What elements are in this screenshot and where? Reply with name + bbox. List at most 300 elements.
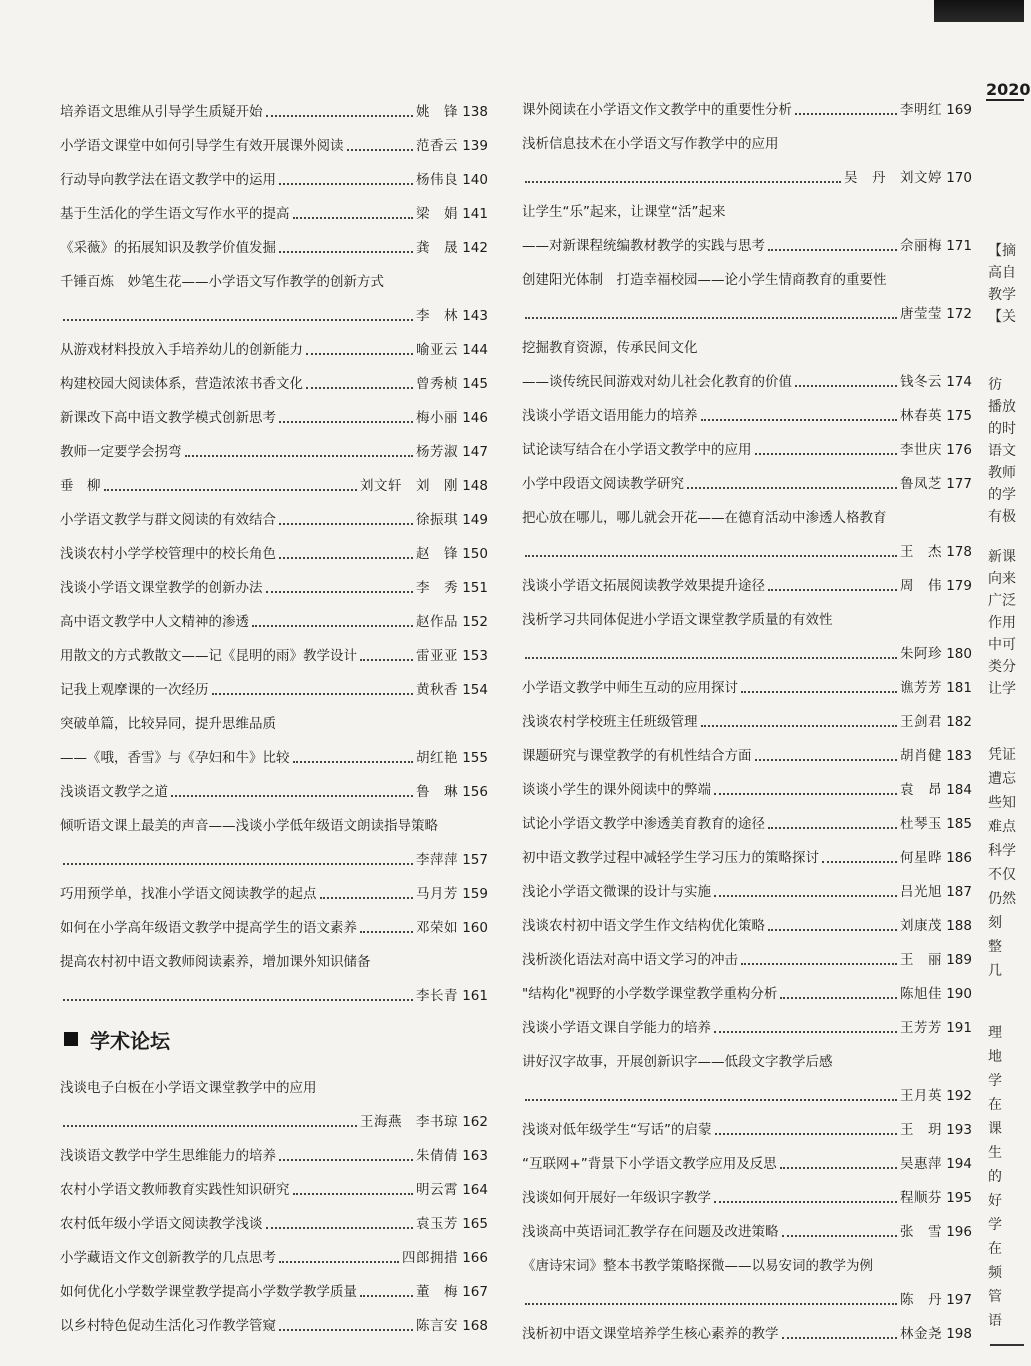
toc-entry[interactable] xyxy=(60,902,488,936)
dot-leader xyxy=(63,318,413,321)
toc-entry-title: “互联网+”背景下小学语文教学应用及反思 xyxy=(522,1156,777,1172)
sidebar-text-fragment: 让学 xyxy=(988,681,1016,697)
toc-entry-page: 141 xyxy=(462,206,488,222)
toc-entry-author: 李明红 xyxy=(900,102,942,118)
dot-leader xyxy=(714,792,897,795)
toc-entry-author: 姚 锋 xyxy=(416,104,458,120)
toc-entry[interactable] xyxy=(522,832,972,866)
toc-entry-page: 138 xyxy=(462,104,488,120)
toc-entry[interactable] xyxy=(60,936,488,970)
toc-entry-title: 巧用预学单，找准小学语文阅读教学的起点 xyxy=(60,886,317,902)
sidebar-text-fragment: 仍然 xyxy=(988,891,1016,907)
dot-leader xyxy=(63,1124,357,1127)
toc-entry-page: 154 xyxy=(462,682,488,698)
toc-entry-title: 小学语文教学中师生互动的应用探讨 xyxy=(522,680,738,696)
toc-entry-page: 168 xyxy=(462,1318,488,1334)
toc-entry-title: 浅谈农村学校班主任班级管理 xyxy=(522,714,698,730)
toc-entry-author: 邓荣如 xyxy=(416,920,458,936)
toc-entry-title: 高中语文教学中人文精神的渗透 xyxy=(60,614,249,630)
dot-leader xyxy=(714,1030,897,1033)
toc-entry-author: 袁玉芳 xyxy=(416,1216,458,1232)
dot-leader xyxy=(741,962,897,965)
toc-entry[interactable] xyxy=(60,290,488,324)
toc-entry-title: ——《哦，香雪》与《孕妇和牛》比较 xyxy=(60,750,290,766)
sidebar-text-fragment: 新课 xyxy=(988,549,1016,565)
toc-entry-title: 垂 柳 xyxy=(60,478,101,494)
toc-entry-author: 曾秀桢 xyxy=(416,376,458,392)
toc-entry[interactable] xyxy=(60,1164,488,1198)
toc-entry[interactable] xyxy=(60,800,488,834)
toc-entry[interactable] xyxy=(60,324,488,358)
toc-entry[interactable] xyxy=(522,186,972,220)
sidebar-text-fragment: 广泛 xyxy=(988,593,1016,609)
toc-entry-author: 袁 昂 xyxy=(900,782,942,798)
toc-entry-title: 记我上观摩课的一次经历 xyxy=(60,682,209,698)
toc-entry-author: 胡红艳 xyxy=(416,750,458,766)
sidebar-text-fragment: 难点 xyxy=(988,819,1016,835)
toc-entry[interactable] xyxy=(522,1274,972,1308)
sidebar-text-fragment: 学 xyxy=(988,1217,1002,1233)
toc-entry-page: 189 xyxy=(946,952,972,968)
toc-entry[interactable] xyxy=(522,696,972,730)
toc-entry-author: 鲁 琳 xyxy=(416,784,458,800)
toc-entry[interactable] xyxy=(60,256,488,290)
toc-entry[interactable] xyxy=(60,766,488,800)
toc-entry-page: 182 xyxy=(946,714,972,730)
toc-entry-title: 倾听语文课上最美的声音——浅谈小学低年级语文朗读指导策略 xyxy=(60,818,438,834)
toc-entry-author: 刘文轩 刘 刚 xyxy=(360,478,458,494)
toc-entry-title: 浅谈对低年级学生“写话”的启蒙 xyxy=(522,1122,712,1138)
toc-entry-title: 以乡村特色促动生活化习作教学管窥 xyxy=(60,1318,276,1334)
dot-leader xyxy=(266,1226,414,1229)
dot-leader xyxy=(780,996,897,999)
toc-entry-author: 徐振琪 xyxy=(416,512,458,528)
sidebar-text-fragment: 科学 xyxy=(988,843,1016,859)
issue-year: 2020 xyxy=(986,80,1031,99)
toc-entry-title: 浅谈语文教学中学生思维能力的培养 xyxy=(60,1148,276,1164)
toc-entry-page: 160 xyxy=(462,920,488,936)
toc-entry-author: 何星晔 xyxy=(900,850,942,866)
dot-leader xyxy=(279,556,413,559)
toc-entry-page: 145 xyxy=(462,376,488,392)
dot-leader xyxy=(293,216,414,219)
dot-leader xyxy=(320,896,414,899)
toc-entry-title: 浅谈高中英语词汇教学存在问题及改进策略 xyxy=(522,1224,779,1240)
toc-entry[interactable] xyxy=(60,664,488,698)
toc-entry[interactable] xyxy=(522,594,972,628)
toc-entry[interactable] xyxy=(522,1036,972,1070)
toc-entry[interactable] xyxy=(522,288,972,322)
toc-entry-author: 钱冬云 xyxy=(900,374,942,390)
toc-entry-page: 192 xyxy=(946,1088,972,1104)
dot-leader xyxy=(279,420,413,423)
toc-entry-title: 让学生“乐”起来，让课堂“活”起来 xyxy=(522,204,726,220)
toc-entry-title: 如何在小学高年级语文教学中提高学生的语文素养 xyxy=(60,920,357,936)
toc-entry-page: 181 xyxy=(946,680,972,696)
dot-leader xyxy=(795,384,897,387)
toc-entry[interactable] xyxy=(522,968,972,1002)
toc-entry-author: 朱倩倩 xyxy=(416,1148,458,1164)
toc-entry[interactable] xyxy=(522,900,972,934)
toc-entry-title: 课题研究与课堂教学的有机性结合方面 xyxy=(522,748,752,764)
toc-entry-page: 159 xyxy=(462,886,488,902)
toc-entry-page: 193 xyxy=(946,1122,972,1138)
toc-entry-author: 杜琴玉 xyxy=(900,816,942,832)
adjacent-page-fragment xyxy=(982,0,1031,1366)
dot-leader xyxy=(306,386,413,389)
toc-entry-author: 范香云 xyxy=(416,138,458,154)
toc-entry[interactable] xyxy=(60,1300,488,1334)
toc-entry[interactable] xyxy=(60,392,488,426)
toc-entry[interactable] xyxy=(60,188,488,222)
toc-entry-author: 佘丽梅 xyxy=(900,238,942,254)
toc-entry[interactable] xyxy=(522,424,972,458)
toc-entry[interactable] xyxy=(522,1206,972,1240)
dot-leader xyxy=(780,1166,897,1169)
toc-entry-author: 四郎拥措 xyxy=(402,1250,458,1266)
toc-entry-title: 浅析信息技术在小学语文写作教学中的应用 xyxy=(522,136,779,152)
dot-leader xyxy=(755,758,898,761)
toc-entry[interactable] xyxy=(60,562,488,596)
sidebar-text-fragment: 的 xyxy=(988,1169,1002,1185)
toc-entry[interactable] xyxy=(522,866,972,900)
toc-entry-title: 浅析初中语文课堂培养学生核心素养的教学 xyxy=(522,1326,779,1342)
dot-leader xyxy=(525,1098,897,1101)
toc-entry[interactable] xyxy=(60,868,488,902)
toc-entry-author: 王剑君 xyxy=(900,714,942,730)
sidebar-text-fragment: 播放 xyxy=(988,399,1016,415)
toc-entry-title: 讲好汉字故事，开展创新识字——低段文字教学后感 xyxy=(522,1054,833,1070)
dot-leader xyxy=(822,860,897,863)
toc-entry-author: 谯芳芳 xyxy=(900,680,942,696)
toc-entry-title: 浅析淡化语法对高中语文学习的冲击 xyxy=(522,952,738,968)
toc-entry[interactable] xyxy=(60,732,488,766)
sidebar-text-fragment: 遭忘 xyxy=(988,771,1016,787)
toc-entry-author: 梁 娟 xyxy=(416,206,458,222)
toc-entry-author: 王 杰 xyxy=(900,544,942,560)
dot-leader xyxy=(755,452,898,455)
toc-entry[interactable] xyxy=(522,322,972,356)
dot-leader xyxy=(293,1192,414,1195)
dot-leader xyxy=(782,1336,898,1339)
toc-entry-title: 从游戏材料投放入手培养幼儿的创新能力 xyxy=(60,342,303,358)
toc-entry[interactable] xyxy=(522,1308,972,1342)
toc-entry-title: 小学中段语文阅读教学研究 xyxy=(522,476,684,492)
dot-leader xyxy=(212,692,414,695)
toc-entry-page: 185 xyxy=(946,816,972,832)
toc-entry-title: 初中语文教学过程中减轻学生学习压力的策略探讨 xyxy=(522,850,819,866)
toc-entry[interactable] xyxy=(60,1266,488,1300)
dot-leader xyxy=(185,454,414,457)
toc-entry[interactable] xyxy=(60,630,488,664)
toc-entry-page: 180 xyxy=(946,646,972,662)
toc-entry-author: 王月英 xyxy=(900,1088,942,1104)
toc-entry[interactable] xyxy=(522,492,972,526)
toc-entry-author: 杨芳淑 xyxy=(416,444,458,460)
toc-entry-page: 197 xyxy=(946,1292,972,1308)
toc-entry[interactable] xyxy=(522,390,972,424)
toc-entry-author: 杨伟良 xyxy=(416,172,458,188)
toc-entry-page: 175 xyxy=(946,408,972,424)
toc-entry[interactable] xyxy=(522,1172,972,1206)
toc-entry[interactable] xyxy=(522,118,972,152)
toc-entry[interactable] xyxy=(522,798,972,832)
toc-entry[interactable] xyxy=(522,560,972,594)
toc-entry[interactable] xyxy=(60,596,488,630)
dot-leader xyxy=(279,250,413,253)
toc-entry-page: 156 xyxy=(462,784,488,800)
toc-entry-title: 农村低年级小学语文阅读教学浅谈 xyxy=(60,1216,263,1232)
dot-leader xyxy=(525,656,897,659)
toc-entry-title: 小学语文课堂中如何引导学生有效开展课外阅读 xyxy=(60,138,344,154)
toc-entry[interactable] xyxy=(522,458,972,492)
toc-entry-page: 194 xyxy=(946,1156,972,1172)
toc-entry-page: 149 xyxy=(462,512,488,528)
toc-entry-title: 浅谈小学语文课堂教学的创新办法 xyxy=(60,580,263,596)
dot-leader xyxy=(701,724,898,727)
toc-entry-title: 浅谈农村初中语文学生作文结构优化策略 xyxy=(522,918,765,934)
section-square-icon xyxy=(64,1032,78,1046)
sidebar-text-fragment: 作用 xyxy=(988,615,1016,631)
toc-entry-author: 王芳芳 xyxy=(900,1020,942,1036)
toc-entry[interactable] xyxy=(60,1130,488,1164)
toc-entry-author: 龚 晟 xyxy=(416,240,458,256)
toc-entry-author: 陈旭佳 xyxy=(900,986,942,1002)
toc-entry[interactable] xyxy=(60,1096,488,1130)
toc-entry-page: 186 xyxy=(946,850,972,866)
toc-entry-title: 新课改下高中语文教学模式创新思考 xyxy=(60,410,276,426)
toc-entry-author: 李萍萍 xyxy=(416,852,458,868)
toc-entry-title: 小学语文教学与群文阅读的有效结合 xyxy=(60,512,276,528)
toc-entry-page: 164 xyxy=(462,1182,488,1198)
toc-entry-title: 如何优化小学数学课堂教学提高小学数学教学质量 xyxy=(60,1284,357,1300)
toc-entry-page: 179 xyxy=(946,578,972,594)
dot-leader xyxy=(525,316,897,319)
toc-entry-page: 170 xyxy=(946,170,972,186)
toc-entry-title: ——谈传统民间游戏对幼儿社会化教育的价值 xyxy=(522,374,792,390)
dot-leader xyxy=(701,418,898,421)
toc-entry[interactable] xyxy=(60,970,488,1004)
toc-entry[interactable] xyxy=(522,254,972,288)
toc-entry-title: 教师一定要学会拐弯 xyxy=(60,444,182,460)
dot-leader xyxy=(525,180,841,183)
toc-entry[interactable] xyxy=(522,1138,972,1172)
toc-entry-author: 赵作品 xyxy=(416,614,458,630)
toc-entry-title: 浅论小学语文微课的设计与实施 xyxy=(522,884,711,900)
section-title: 学术论坛 xyxy=(90,1028,170,1053)
toc-entry[interactable] xyxy=(60,698,488,732)
toc-entry[interactable] xyxy=(60,494,488,528)
sidebar-text-fragment: 类分 xyxy=(988,659,1016,675)
toc-entry-title: 谈谈小学生的课外阅读中的弊端 xyxy=(522,782,711,798)
toc-entry-page: 142 xyxy=(462,240,488,256)
toc-entry[interactable] xyxy=(60,154,488,188)
toc-entry-page: 143 xyxy=(462,308,488,324)
toc-entry-title: 《采薇》的拓展知识及教学价值发掘 xyxy=(60,240,276,256)
toc-entry[interactable] xyxy=(60,222,488,256)
bottom-rule xyxy=(990,1344,1024,1346)
toc-entry-title: 浅谈如何开展好一年级识字教学 xyxy=(522,1190,711,1206)
toc-entry-title: 培养语文思维从引导学生质疑开始 xyxy=(60,104,263,120)
toc-entry[interactable] xyxy=(522,934,972,968)
dot-leader xyxy=(741,690,897,693)
toc-entry-page: 174 xyxy=(946,374,972,390)
toc-entry-title: 小学藏语文作文创新教学的几点思考 xyxy=(60,1250,276,1266)
toc-entry[interactable] xyxy=(522,662,972,696)
toc-entry-author: 唐莹莹 xyxy=(900,306,942,322)
dot-leader xyxy=(266,114,414,117)
toc-entry-author: 董 梅 xyxy=(416,1284,458,1300)
dot-leader xyxy=(768,588,897,591)
dot-leader xyxy=(252,624,413,627)
toc-entry-title: 试论读写结合在小学语文教学中的应用 xyxy=(522,442,752,458)
dot-leader xyxy=(525,1302,897,1305)
toc-entry-title: ——对新课程统编教材教学的实践与思考 xyxy=(522,238,765,254)
dot-leader xyxy=(768,928,897,931)
toc-entry[interactable] xyxy=(60,358,488,392)
toc-entry-author: 李 秀 xyxy=(416,580,458,596)
toc-entry-page: 167 xyxy=(462,1284,488,1300)
toc-entry[interactable] xyxy=(522,356,972,390)
dot-leader xyxy=(279,182,413,185)
toc-entry-page: 187 xyxy=(946,884,972,900)
dot-leader xyxy=(715,1132,898,1135)
toc-entry[interactable] xyxy=(60,528,488,562)
toc-entry[interactable] xyxy=(60,460,488,494)
toc-entry-page: 198 xyxy=(946,1326,972,1342)
toc-entry[interactable] xyxy=(60,120,488,154)
toc-entry[interactable] xyxy=(522,220,972,254)
sidebar-text-fragment: 不仅 xyxy=(988,867,1016,883)
toc-entry[interactable] xyxy=(60,1198,488,1232)
toc-entry-page: 144 xyxy=(462,342,488,358)
toc-entry-author: 李世庆 xyxy=(900,442,942,458)
dot-leader xyxy=(525,554,897,557)
toc-entry-author: 陈言安 xyxy=(416,1318,458,1334)
toc-entry-title: 提高农村初中语文教师阅读素养，增加课外知识储备 xyxy=(60,954,371,970)
toc-entry-title: 用散文的方式教散文——记《昆明的雨》教学设计 xyxy=(60,648,357,664)
toc-entry-author: 朱阿珍 xyxy=(900,646,942,662)
toc-entry[interactable] xyxy=(522,84,972,118)
toc-left-column xyxy=(60,86,488,1334)
toc-right-column xyxy=(522,84,972,1342)
toc-entry-title: 浅谈农村小学学校管理中的校长角色 xyxy=(60,546,276,562)
toc-entry-title: 课外阅读在小学语文作文教学中的重要性分析 xyxy=(522,102,792,118)
sidebar-text-fragment: 凭证 xyxy=(988,747,1016,763)
dot-leader xyxy=(279,1260,399,1263)
sidebar-text-fragment: 的时 xyxy=(988,421,1016,437)
toc-entry[interactable] xyxy=(522,152,972,186)
toc-entry-page: 191 xyxy=(946,1020,972,1036)
section-heading xyxy=(60,1016,488,1062)
toc-entry[interactable] xyxy=(522,1104,972,1138)
toc-entry-title: 行动导向教学法在语文教学中的运用 xyxy=(60,172,276,188)
dot-leader xyxy=(171,794,413,797)
toc-entry[interactable] xyxy=(60,86,488,120)
toc-entry-page: 151 xyxy=(462,580,488,596)
toc-entry-author: 张 雪 xyxy=(900,1224,942,1240)
sidebar-text-fragment: 好 xyxy=(988,1193,1002,1209)
dot-leader xyxy=(266,590,414,593)
sidebar-text-fragment: 地 xyxy=(988,1049,1002,1065)
toc-entry-author: 黄秋香 xyxy=(416,682,458,698)
toc-entry-page: 176 xyxy=(946,442,972,458)
toc-entry-page: 139 xyxy=(462,138,488,154)
toc-entry[interactable] xyxy=(522,1070,972,1104)
dot-leader xyxy=(279,522,413,525)
sidebar-text-fragment: 理 xyxy=(988,1025,1002,1041)
toc-entry[interactable] xyxy=(522,1002,972,1036)
dot-leader xyxy=(360,1294,413,1297)
toc-entry-title: 把心放在哪儿，哪儿就会开花——在德育活动中渗透人格教育 xyxy=(522,510,887,526)
toc-entry-page: 184 xyxy=(946,782,972,798)
dot-leader xyxy=(768,826,897,829)
toc-entry-title: 基于生活化的学生语文写作水平的提高 xyxy=(60,206,290,222)
toc-entry-author: 王 玥 xyxy=(900,1122,942,1138)
toc-entry[interactable] xyxy=(522,526,972,560)
sidebar-text-fragment: 些知 xyxy=(988,795,1016,811)
toc-entry-author: 陈 丹 xyxy=(900,1292,942,1308)
dot-leader xyxy=(714,1200,897,1203)
toc-entry-title: 浅谈语文教学之道 xyxy=(60,784,168,800)
sidebar-text-fragment: 在 xyxy=(988,1241,1002,1257)
toc-entry[interactable] xyxy=(522,764,972,798)
dot-leader xyxy=(360,930,413,933)
toc-entry-author: 吕光旭 xyxy=(900,884,942,900)
toc-entry-title: 浅谈电子白板在小学语文课堂教学中的应用 xyxy=(60,1080,317,1096)
toc-entry-title: "结构化"视野的小学数学课堂教学重构分析 xyxy=(522,986,778,1002)
toc-entry-page: 161 xyxy=(462,988,488,1004)
toc-entry-title: 挖掘教育资源，传承民间文化 xyxy=(522,340,698,356)
sidebar-text-fragment: 【关 xyxy=(988,309,1016,325)
toc-entry-author: 赵 锋 xyxy=(416,546,458,562)
toc-entry-page: 188 xyxy=(946,918,972,934)
toc-entry[interactable] xyxy=(522,628,972,662)
toc-entry[interactable] xyxy=(522,730,972,764)
toc-entry-author: 林春英 xyxy=(900,408,942,424)
toc-entry-author: 刘康茂 xyxy=(900,918,942,934)
toc-entry[interactable] xyxy=(60,834,488,868)
dot-leader xyxy=(795,112,897,115)
toc-entry[interactable] xyxy=(60,1062,488,1096)
toc-entry[interactable] xyxy=(522,1240,972,1274)
toc-entry-page: 152 xyxy=(462,614,488,630)
sidebar-text-fragment: 整 xyxy=(988,939,1002,955)
sidebar-text-fragment: 教学 xyxy=(988,287,1016,303)
dot-leader xyxy=(768,248,897,251)
sidebar-text-fragment: 几 xyxy=(988,963,1002,979)
sidebar-text-fragment: 生 xyxy=(988,1145,1002,1161)
toc-entry-author: 周 伟 xyxy=(900,578,942,594)
dot-leader xyxy=(63,862,413,865)
sidebar-text-fragment: 有极 xyxy=(988,509,1016,525)
toc-entry-page: 147 xyxy=(462,444,488,460)
toc-entry[interactable] xyxy=(60,426,488,460)
toc-entry-author: 胡肖健 xyxy=(900,748,942,764)
toc-entry-title: 构建校园大阅读体系，营造浓浓书香文化 xyxy=(60,376,303,392)
toc-entry-title: 农村小学语文教师教育实践性知识研究 xyxy=(60,1182,290,1198)
toc-entry-page: 190 xyxy=(946,986,972,1002)
toc-entry-author: 程顺芬 xyxy=(900,1190,942,1206)
toc-entry-author: 李 林 xyxy=(416,308,458,324)
toc-entry[interactable] xyxy=(60,1232,488,1266)
dot-leader xyxy=(714,894,897,897)
toc-entry-title: 突破单篇，比较异同，提升思维品质 xyxy=(60,716,276,732)
sidebar-text-fragment: 【摘 xyxy=(988,243,1016,259)
toc-entry-page: 146 xyxy=(462,410,488,426)
toc-entry-page: 163 xyxy=(462,1148,488,1164)
sidebar-text-fragment: 管 xyxy=(988,1289,1002,1305)
